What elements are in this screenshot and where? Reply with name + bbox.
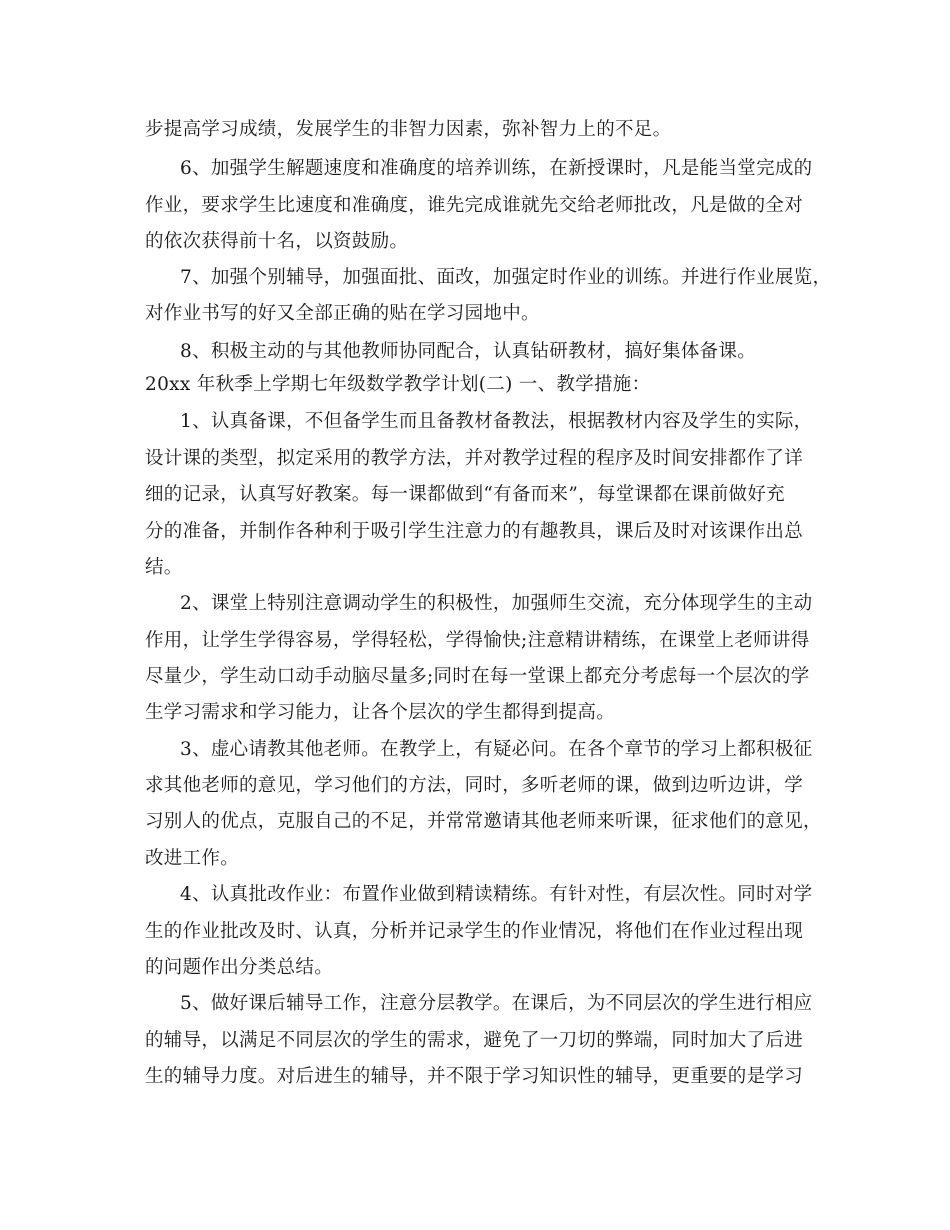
text-line: 的辅导，以满足不同层次的学生的需求，避免了一刀切的弊端，同时加大了后进 (145, 1030, 804, 1051)
text-line: 7、加强个别辅导，加强面批、面改，加强定时作业的训练。并进行作业展览， (180, 267, 832, 288)
text-line: 4、认真批改作业：布置作业做到精读精练。有针对性，有层次性。同时对学 (180, 884, 813, 905)
text-line: 1、认真备课，不但备学生而且备教材备教法，根据教材内容及学生的实际， (180, 411, 813, 432)
text-line: 改进工作。 (145, 848, 240, 869)
text-line: 细的记录，认真写好教案。每一课都做到“有备而来”，每堂课都在课前做好充 (145, 484, 785, 505)
text-line: 8、积极主动的与其他教师协同配合，认真钻研教材，搞好集体备课。 (180, 341, 757, 362)
text-line: 对作业书写的好又全部正确的贴在学习园地中。 (145, 303, 540, 324)
text-line: 2、课堂上特别注意调动学生的积极性，加强师生交流，充分体现学生的主动 (180, 593, 813, 614)
text-line: 作业，要求学生比速度和准确度，谁先完成谁就先交给老师批改，凡是做的全对 (145, 195, 804, 216)
text-line: 的问题作出分类总结。 (145, 957, 334, 978)
text-line: 步提高学习成绩，发展学生的非智力因素，弥补智力上的不足。 (145, 119, 672, 140)
text-line: 3、虚心请教其他老师。在教学上，有疑必问。在各个章节的学习上都积极征 (180, 739, 813, 760)
section-heading: 20xx 年秋季上学期七年级数学教学计划(二) 一、教学措施： (145, 374, 651, 395)
text-line: 作用，让学生学得容易，学得轻松，学得愉快;注意精讲精练，在课堂上老师讲得 (145, 630, 810, 651)
text-line: 求其他老师的意见，学习他们的方法，同时，多听老师的课，做到边听边讲，学 (145, 775, 804, 796)
text-line: 6、加强学生解题速度和准确度的培养训练，在新授课时，凡是能当堂完成的 (180, 158, 813, 179)
text-line: 生的作业批改及时、认真，分析并记录学生的作业情况，将他们在作业过程出现 (145, 921, 804, 942)
text-line: 分的准备，并制作各种利于吸引学生注意力的有趣教具，课后及时对该课作出总 (145, 521, 804, 542)
text-line: 5、做好课后辅导工作，注意分层教学。在课后，为不同层次的学生进行相应 (180, 993, 813, 1014)
text-line: 的依次获得前十名，以资鼓励。 (145, 231, 409, 252)
text-line: 结。 (145, 557, 183, 578)
text-line: 尽量少，学生动口动手动脑尽量多;同时在每一堂课上都充分考虑每一个层次的学 (145, 666, 810, 687)
text-line: 习别人的优点，克服自己的不足，并常常邀请其他老师来听课，征求他们的意见， (145, 811, 822, 832)
text-line: 设计课的类型，拟定采用的教学方法，并对教学过程的程序及时间安排都作了详 (145, 448, 804, 469)
text-line: 生学习需求和学习能力，让各个层次的学生都得到提高。 (145, 702, 616, 723)
text-line: 生的辅导力度。对后进生的辅导，并不限于学习知识性的辅导，更重要的是学习 (145, 1066, 804, 1087)
